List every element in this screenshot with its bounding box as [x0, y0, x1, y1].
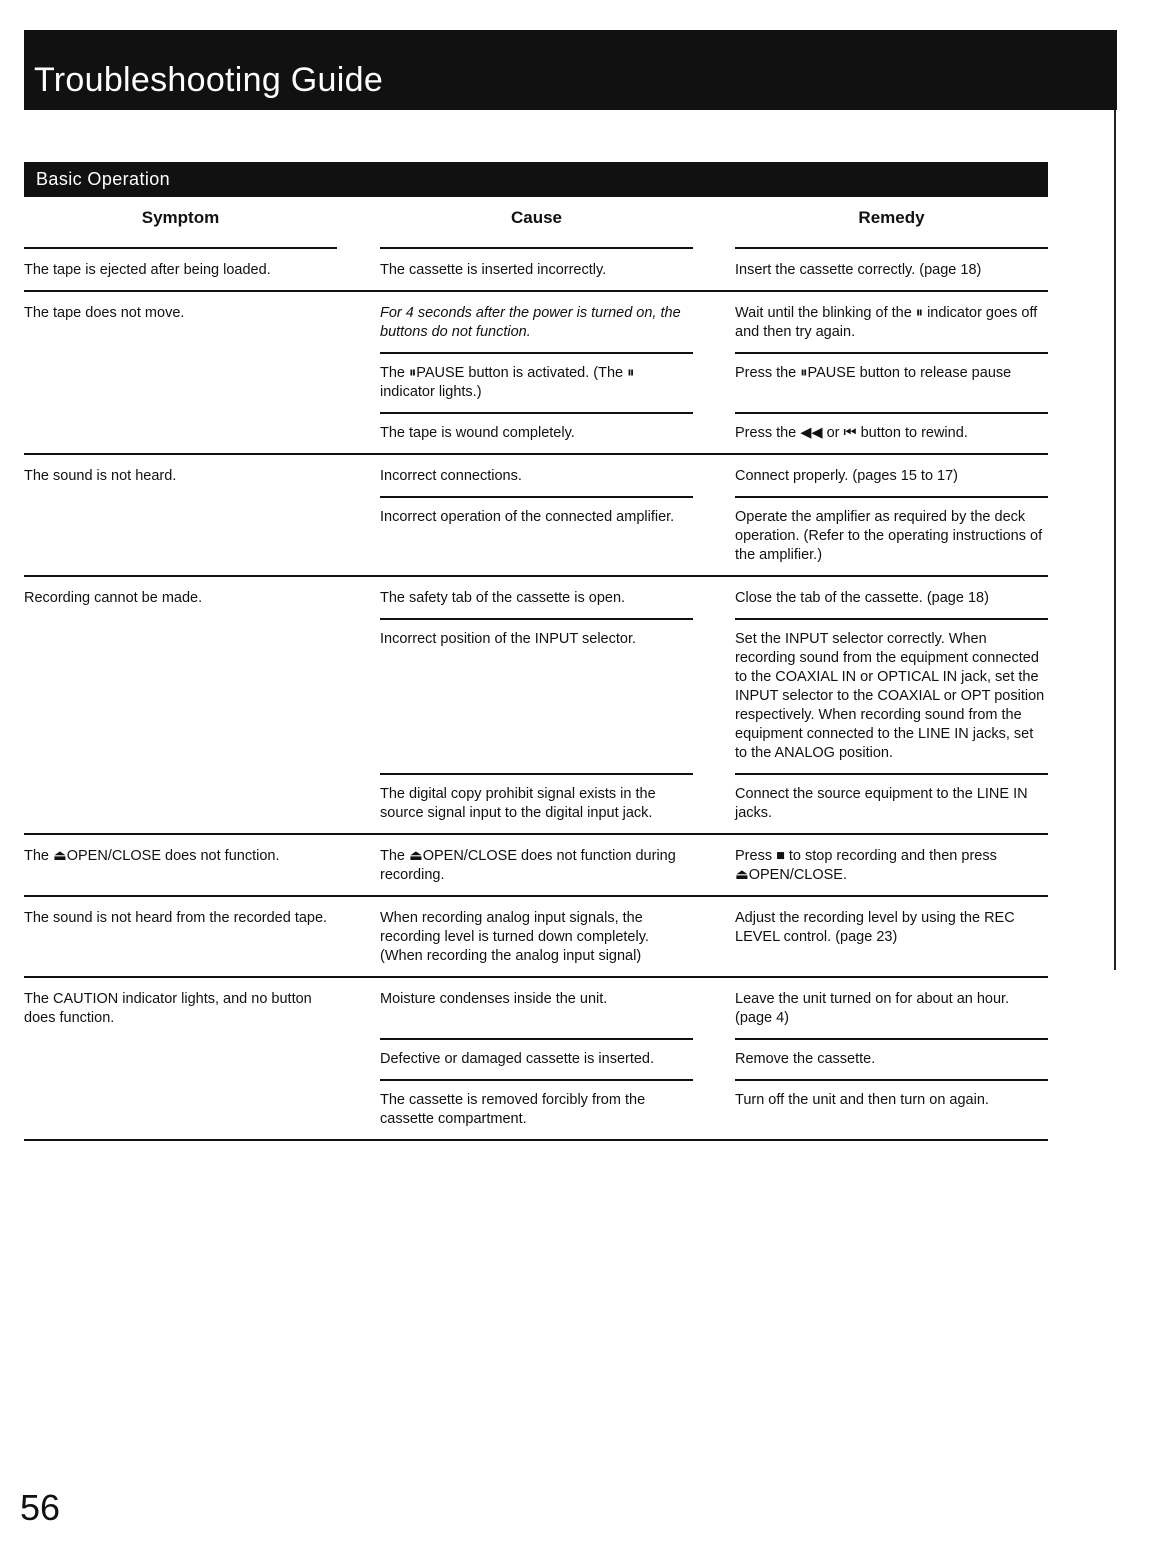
- cause-cell: For 4 seconds after the power is turned on, the buttons do not function.: [380, 305, 681, 340]
- table-body: [24, 249, 1048, 1141]
- symptom-cell: The tape does not move.: [24, 305, 185, 321]
- table-row: [24, 897, 1048, 978]
- symptom-cell: The sound is not heard from the recorded tape.: [24, 910, 328, 926]
- table-row: [24, 835, 1048, 897]
- cause-cell: Incorrect operation of the connected amplifier.: [380, 509, 675, 525]
- remedy-cell: Turn off the unit and then turn on again.: [735, 1092, 989, 1108]
- cause-remedy-pair: [380, 835, 1048, 895]
- remedy-cell: Leave the unit turned on for about an hour. (page 4): [735, 991, 1010, 1026]
- header-remedy: Remedy: [735, 205, 1048, 249]
- remedy-cell: Connect the source equipment to the LINE IN jacks.: [735, 786, 1028, 821]
- cause-remedy-pair: [380, 455, 1048, 496]
- symptom-cell: The tape is ejected after being loaded.: [24, 262, 271, 278]
- page-number: 56: [20, 1487, 61, 1528]
- cause-remedy-pair: [380, 773, 1048, 833]
- symptom-cell: The sound is not heard.: [24, 468, 177, 484]
- remedy-cell: Close the tab of the cassette. (page 18): [735, 590, 989, 606]
- cause-cell: Incorrect connections.: [380, 468, 522, 484]
- header-symptom: Symptom: [24, 205, 337, 249]
- cause-remedy-pair: [380, 1079, 1048, 1139]
- table-row: [24, 249, 1048, 292]
- remedy-cell: Wait until the blinking of the ⏸ indicator goes off and then try again.: [735, 305, 1038, 340]
- cause-cell: Moisture condenses inside the unit.: [380, 991, 608, 1007]
- remedy-cell: Set the INPUT selector correctly. When recording sound from the equipment connected to the COAXIAL IN or OPTICAL IN jack, set the INPUT selector to the COAXIAL or OPT position respectively. When recording sound from the equipment connected to the LINE IN jacks, set to the ANALOG position.: [735, 631, 1045, 761]
- cause-cell: Defective or damaged cassette is inserted.: [380, 1051, 655, 1067]
- remedy-cell: Insert the cassette correctly. (page 18): [735, 262, 982, 278]
- table-row: [24, 455, 1048, 577]
- cause-remedy-pair: [380, 292, 1048, 352]
- remedy-cell: Adjust the recording level by using the REC LEVEL control. (page 23): [735, 910, 1015, 945]
- cause-cell: The digital copy prohibit signal exists in the source signal input to the digital input jack.: [380, 786, 656, 821]
- remedy-cell: Press the ⏸PAUSE button to release pause: [735, 365, 1012, 381]
- header-cause: Cause: [380, 205, 693, 249]
- cause-remedy-pair: [380, 249, 1048, 290]
- section-title: Basic Operation: [36, 169, 171, 189]
- section-bar: [24, 162, 1048, 197]
- page-title: Troubleshooting Guide: [34, 61, 384, 99]
- cause-remedy-pair: [380, 618, 1048, 773]
- table-row: [24, 292, 1048, 455]
- troubleshooting-table: [24, 205, 1048, 1141]
- symptom-cell: The CAUTION indicator lights, and no button does function.: [24, 991, 312, 1026]
- cause-remedy-pair: [380, 1038, 1048, 1079]
- cause-remedy-pair: [380, 978, 1048, 1038]
- cause-cell: When recording analog input signals, the recording level is turned down completely. (When recording the analog input signal): [380, 910, 649, 964]
- remedy-cell: Connect properly. (pages 15 to 17): [735, 468, 959, 484]
- symptom-cell: The ⏏OPEN/CLOSE does not function.: [24, 848, 280, 864]
- cause-cell: The ⏸PAUSE button is activated. (The ⏸ indicator lights.): [380, 365, 635, 400]
- cause-remedy-pair: [380, 412, 1048, 453]
- cause-cell: The cassette is inserted incorrectly.: [380, 262, 607, 278]
- table-header-row: [24, 205, 1048, 249]
- cause-cell: Incorrect position of the INPUT selector.: [380, 631, 637, 647]
- cause-cell: The safety tab of the cassette is open.: [380, 590, 626, 606]
- right-margin-rule: [1114, 110, 1116, 970]
- table-row: [24, 577, 1048, 835]
- symptom-cell: Recording cannot be made.: [24, 590, 203, 606]
- cause-remedy-pair: [380, 577, 1048, 618]
- title-bar: [24, 30, 1117, 110]
- remedy-cell: Remove the cassette.: [735, 1051, 876, 1067]
- cause-cell: The tape is wound completely.: [380, 425, 575, 441]
- remedy-cell: Press the ◀◀ or ⏮ button to rewind.: [735, 425, 968, 441]
- cause-cell: The cassette is removed forcibly from the cassette compartment.: [380, 1092, 646, 1127]
- cause-remedy-pair: [380, 352, 1048, 412]
- cause-cell: The ⏏OPEN/CLOSE does not function during recording.: [380, 848, 676, 883]
- table-row: [24, 978, 1048, 1141]
- remedy-cell: Press ■ to stop recording and then press ⏏OPEN/CLOSE.: [735, 848, 997, 883]
- cause-remedy-pair: [380, 897, 1048, 976]
- cause-remedy-pair: [380, 496, 1048, 575]
- remedy-cell: Operate the amplifier as required by the deck operation. (Refer to the operating instructions of the amplifier.): [735, 509, 1043, 563]
